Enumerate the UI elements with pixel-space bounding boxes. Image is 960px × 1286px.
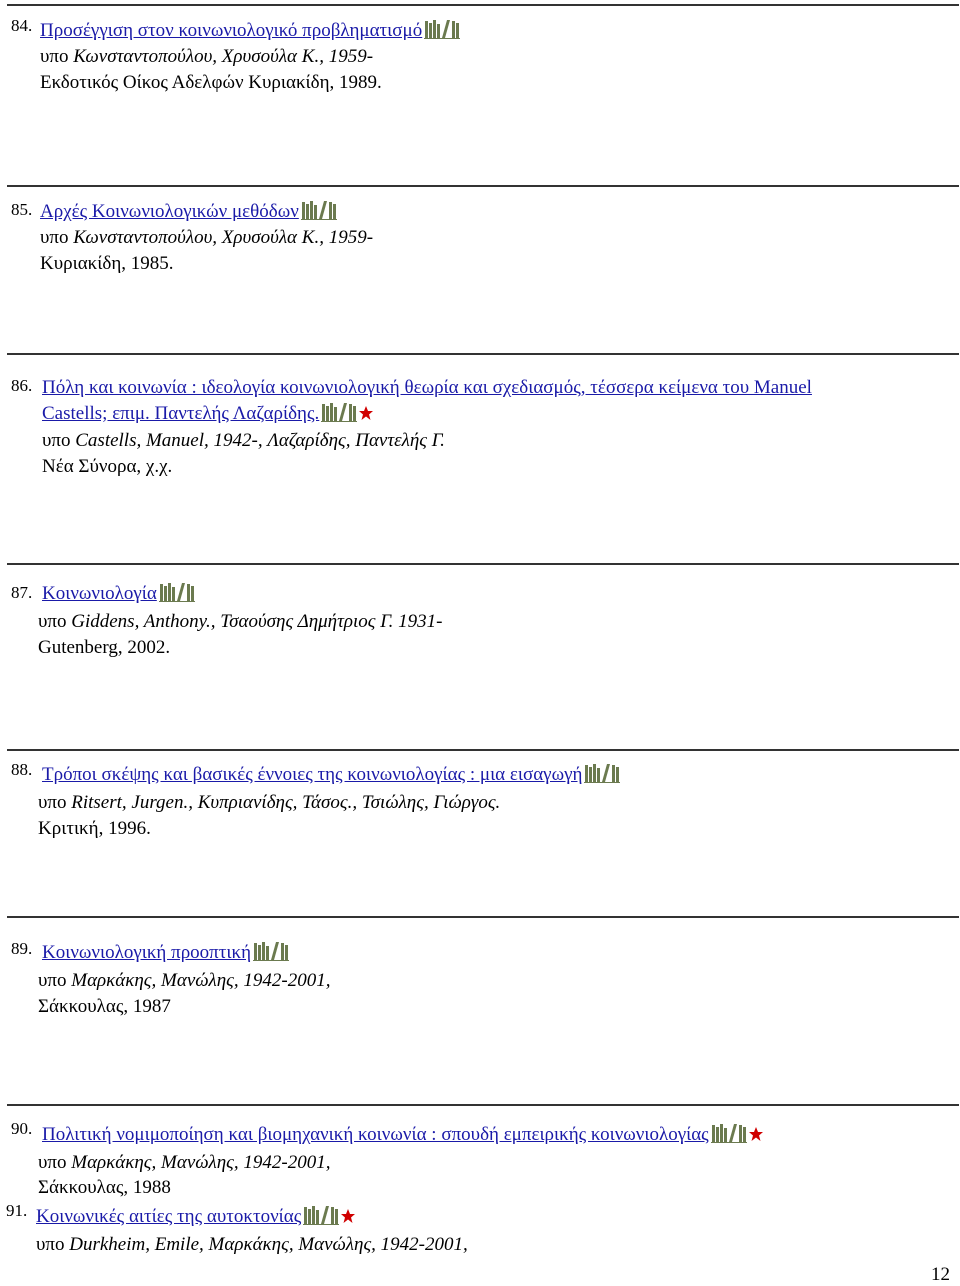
entry-publisher: Νέα Σύνορα, χ.χ. — [42, 456, 173, 477]
entry-publisher: Εκδοτικός Οίκος Αδελφών Κυριακίδη, 1989. — [40, 72, 382, 93]
entry-number: 84. — [11, 16, 33, 35]
entry-publisher: Κυριακίδη, 1985. — [40, 253, 174, 274]
entry-number: 90. — [11, 1119, 33, 1138]
separator — [7, 353, 959, 355]
separator — [7, 563, 959, 565]
star-icon — [358, 404, 374, 428]
separator — [7, 4, 959, 6]
star-icon — [340, 1207, 356, 1231]
entry-publisher: Κριτική, 1996. — [38, 818, 151, 839]
entry-title-link-cont[interactable]: Castells; επιμ. Παντελής Λαζαρίδης. — [42, 403, 320, 424]
separator — [7, 1104, 959, 1106]
book-icon[interactable] — [301, 200, 337, 227]
entry-title-link[interactable]: Κοινωνικές αιτίες της αυτοκτονίας — [36, 1206, 302, 1227]
separator — [7, 916, 959, 918]
book-icon[interactable] — [321, 402, 357, 429]
entry-publisher: Σάκκουλας, 1988 — [38, 1177, 171, 1198]
entry-number: 87. — [11, 583, 33, 602]
book-icon[interactable] — [253, 941, 289, 968]
entry-title-link[interactable]: Προσέγγιση στον κοινωνιολογικό προβληματισμό — [40, 20, 423, 41]
entry-authors: υπο Castells, Manuel, 1942-, Λαζαρίδης, Παντελής Γ. — [42, 430, 445, 451]
entry-authors: υπο Giddens, Anthony., Τσαούσης Δημήτριος Γ. 1931- — [38, 611, 443, 632]
entry-number: 86. — [11, 376, 33, 395]
entry-authors: υπο Μαρκάκης, Μανώλης, 1942-2001, — [38, 1152, 331, 1173]
entry-title-link[interactable]: Τρόποι σκέψης και βασικές έννοιες της κοινωνιολογίας : μια εισαγωγή — [42, 764, 583, 785]
entry-number: 88. — [11, 760, 33, 779]
entry-title-link[interactable]: Πολιτική νομιμοποίηση και βιομηχανική κοινωνία : σπουδή εμπειρικής κοινωνιολογίας — [42, 1124, 709, 1145]
entry-authors: υπο Durkheim, Emile, Μαρκάκης, Μανώλης, 1942-2001, — [36, 1234, 468, 1255]
page-number: 12 — [931, 1264, 950, 1285]
book-icon[interactable] — [424, 19, 460, 46]
book-icon[interactable] — [711, 1123, 747, 1150]
book-icon[interactable] — [303, 1205, 339, 1232]
entry-authors: υπο Κωνσταντοπούλου, Χρυσούλα Κ., 1959- — [40, 227, 374, 248]
entry-publisher: Σάκκουλας, 1987 — [38, 996, 171, 1017]
book-icon[interactable] — [159, 582, 195, 609]
separator — [7, 749, 959, 751]
book-icon[interactable] — [584, 763, 620, 790]
star-icon — [748, 1125, 764, 1149]
entry-authors: υπο Ritsert, Jurgen., Κυπριανίδης, Τάσος., Τσιώλης, Γιώργος. — [38, 792, 501, 813]
entry-title-link[interactable]: Κοινωνιολογική προοπτική — [42, 942, 252, 963]
entry-title-link[interactable]: Αρχές Κοινωνιολογικών μεθόδων — [40, 201, 299, 222]
separator — [7, 185, 959, 187]
entry-title-link[interactable]: Πόλη και κοινωνία : ιδεολογία κοινωνιολογική θεωρία και σχεδιασμός, τέσσερα κείμενα του Manuel — [42, 377, 812, 398]
entry-authors: υπο Κωνσταντοπούλου, Χρυσούλα Κ., 1959- — [40, 46, 374, 67]
entry-authors: υπο Μαρκάκης, Μανώλης, 1942-2001, — [38, 970, 331, 991]
entry-number: 89. — [11, 939, 33, 958]
entry-number: 91. — [6, 1201, 28, 1220]
entry-publisher: Gutenberg, 2002. — [38, 637, 171, 658]
entry-title-link[interactable]: Κοινωνιολογία — [42, 583, 157, 604]
entry-number: 85. — [11, 200, 33, 219]
